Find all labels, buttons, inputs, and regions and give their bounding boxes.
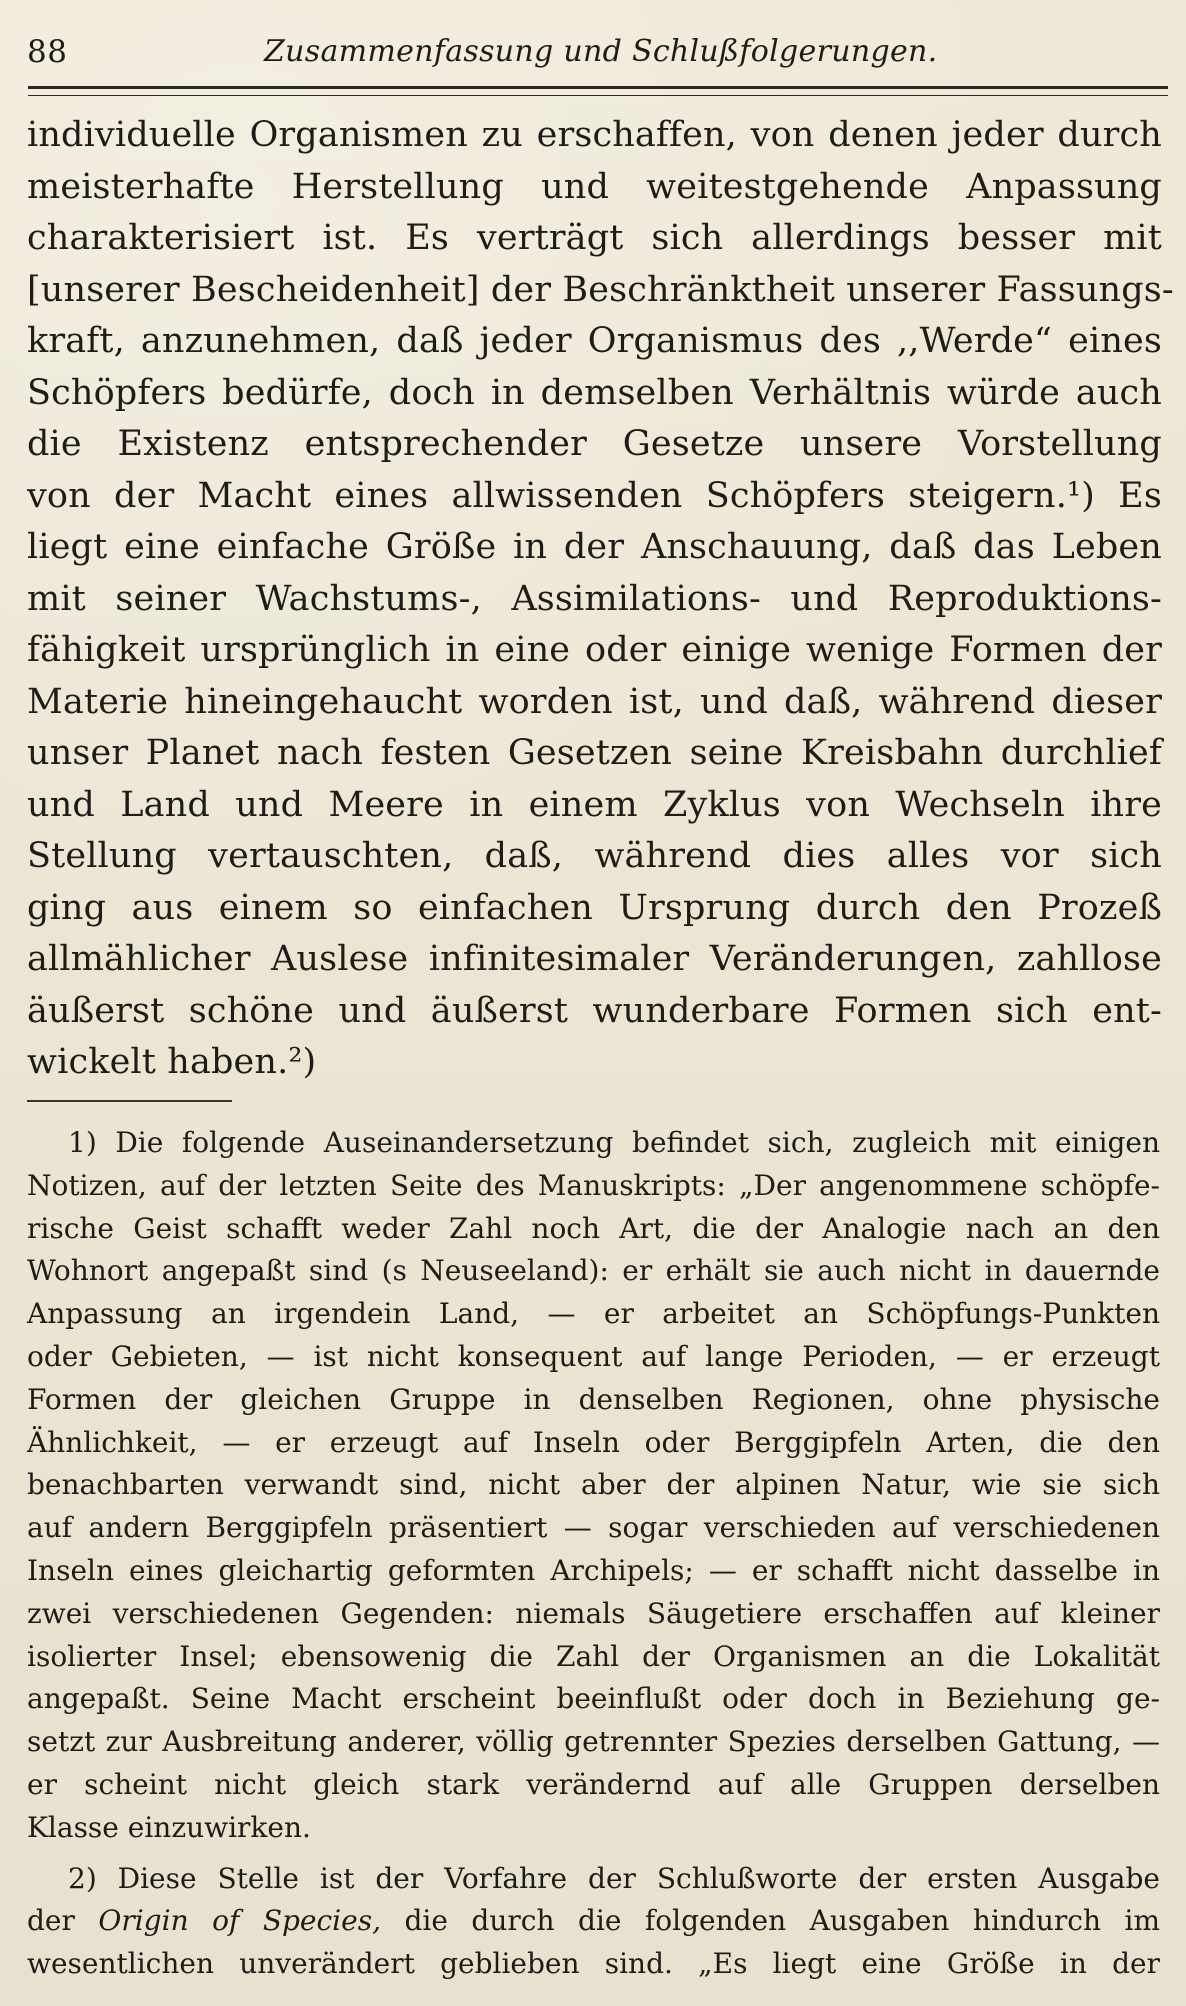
footnote-gap bbox=[27, 1850, 1160, 1858]
body-line: die Existenz entsprechender Gesetze unsere Vorstellung bbox=[27, 424, 1162, 464]
body-line: mit seiner Wachstums-, Assimilations- und Reproduktions- bbox=[27, 578, 1162, 619]
body-line: unser Planet nach festen Gesetzen seine Kreisbahn durchlief bbox=[27, 733, 1162, 773]
body-line: fähigkeit ursprünglich in eine oder einige wenige Formen der bbox=[27, 630, 1162, 670]
footnote-line: zwei verschiedenen Gegenden: niemals Säugetiere erschaffen auf kleiner bbox=[27, 1596, 1160, 1630]
footnote-line: setzt zur Ausbreitung anderer, völlig getrennter Spezies derselben Gattung, — bbox=[27, 1725, 1160, 1759]
running-title: Zusammenfassung und Schlußfolgerungen. bbox=[264, 34, 938, 69]
body-line: [unserer Bescheidenheit] der Beschränktheit unserer Fassungs- bbox=[27, 269, 1174, 310]
body-line: charakterisiert ist. Es verträgt sich allerdings besser mit bbox=[27, 218, 1162, 258]
body-line: allmählicher Auslese infinitesimaler Veränderungen, zahllose bbox=[27, 939, 1162, 979]
body-line: Schöpfers bedürfe, doch in demselben Verhältnis würde auch bbox=[27, 372, 1162, 413]
footnote-line: Ähnlichkeit, — er erzeugt auf Inseln oder Berggipfeln Arten, die den bbox=[27, 1425, 1160, 1459]
page-header bbox=[27, 34, 1167, 78]
body-line: und Land und Meere in einem Zyklus von Wechseln ihre bbox=[27, 784, 1162, 825]
footnote-line: Anpassung an irgendein Land, — er arbeitet an Schöpfungs-Punkten bbox=[27, 1297, 1160, 1331]
footnote-line bbox=[27, 1900, 1160, 1943]
footnote-1 bbox=[27, 1122, 1160, 1850]
body-line: ging aus einem so einfachen Ursprung durch den Prozeß bbox=[27, 887, 1162, 928]
page-number: 88 bbox=[27, 34, 68, 70]
footnote-line: auf andern Berggipfeln präsentiert — sogar verschieden auf verschiedenen bbox=[27, 1511, 1160, 1545]
body-line: liegt eine einfache Größe in der Anschauung, daß das Leben bbox=[27, 527, 1162, 567]
book-title-italic: Origin of Species, bbox=[98, 1904, 381, 1938]
footnote-2 bbox=[27, 1858, 1160, 1986]
footnote-line: Formen der gleichen Gruppe in denselben Regionen, ohne physische bbox=[27, 1382, 1160, 1416]
footnote-line: Notizen, auf der letzten Seite des Manuskripts: „Der angenommene schöpfe- bbox=[27, 1168, 1160, 1202]
footnote-line: angepaßt. Seine Macht erscheint beeinflußt oder doch in Beziehung ge- bbox=[27, 1682, 1160, 1716]
footnote-line: Klasse einzuwirken. bbox=[27, 1810, 311, 1844]
body-line: meisterhafte Herstellung und weitestgehende Anpassung bbox=[27, 166, 1162, 207]
footnote-text: die durch die folgenden Ausgaben hindurch im bbox=[380, 1904, 1160, 1938]
body-line: äußerst schöne und äußerst wunderbare Formen sich ent- bbox=[27, 990, 1162, 1031]
footnote-line: wesentlichen unverändert geblieben sind. „Es liegt eine Größe in der bbox=[27, 1947, 1160, 1981]
footnote-line: 2) Diese Stelle ist der Vorfahre der Schlußworte der ersten Ausgabe bbox=[68, 1861, 1160, 1895]
body-line: kraft, anzunehmen, daß jeder Organismus des ,,Werde“ eines bbox=[27, 321, 1162, 361]
footnote-line: 1) Die folgende Auseinandersetzung befindet sich, zugleich mit einigen bbox=[68, 1126, 1160, 1159]
body-line: Materie hineingehaucht worden ist, und daß, während dieser bbox=[27, 681, 1162, 722]
footnote-line: isolierter Insel; ebensowenig die Zahl der Organismen an die Lokalität bbox=[27, 1639, 1160, 1673]
footnote-line: oder Gebieten, — ist nicht konsequent auf lange Perioden, — er erzeugt bbox=[27, 1339, 1160, 1373]
body-line: wickelt haben.²) bbox=[27, 1042, 317, 1082]
body-line: individuelle Organismen zu erschaffen, von denen jeder durch bbox=[27, 115, 1162, 155]
footnote-line: benachbarten verwandt sind, nicht aber der alpinen Natur, wie sie sich bbox=[27, 1468, 1160, 1502]
footnote-line: Wohnort angepaßt sind (s Neuseeland): er erhält sie auch nicht in dauernde bbox=[27, 1254, 1160, 1288]
footnote-line: Inseln eines gleichartig geformten Archipels; — er schafft nicht dasselbe in bbox=[27, 1553, 1160, 1587]
body-line: von der Macht eines allwissenden Schöpfers steigern.¹) Es bbox=[27, 475, 1162, 516]
footnotes bbox=[27, 1122, 1160, 1986]
footnote-separator bbox=[27, 1100, 232, 1102]
body-line: Stellung vertauschten, daß, während dies alles vor sich bbox=[27, 836, 1162, 876]
main-body-text bbox=[27, 110, 1174, 1089]
footnote-line: rische Geist schafft weder Zahl noch Art, die der Analogie nach an den bbox=[27, 1211, 1160, 1245]
header-double-rule bbox=[28, 86, 1168, 96]
footnote-line: er scheint nicht gleich stark verändernd auf alle Gruppen derselben bbox=[27, 1767, 1160, 1801]
footnote-text: der bbox=[27, 1904, 99, 1938]
